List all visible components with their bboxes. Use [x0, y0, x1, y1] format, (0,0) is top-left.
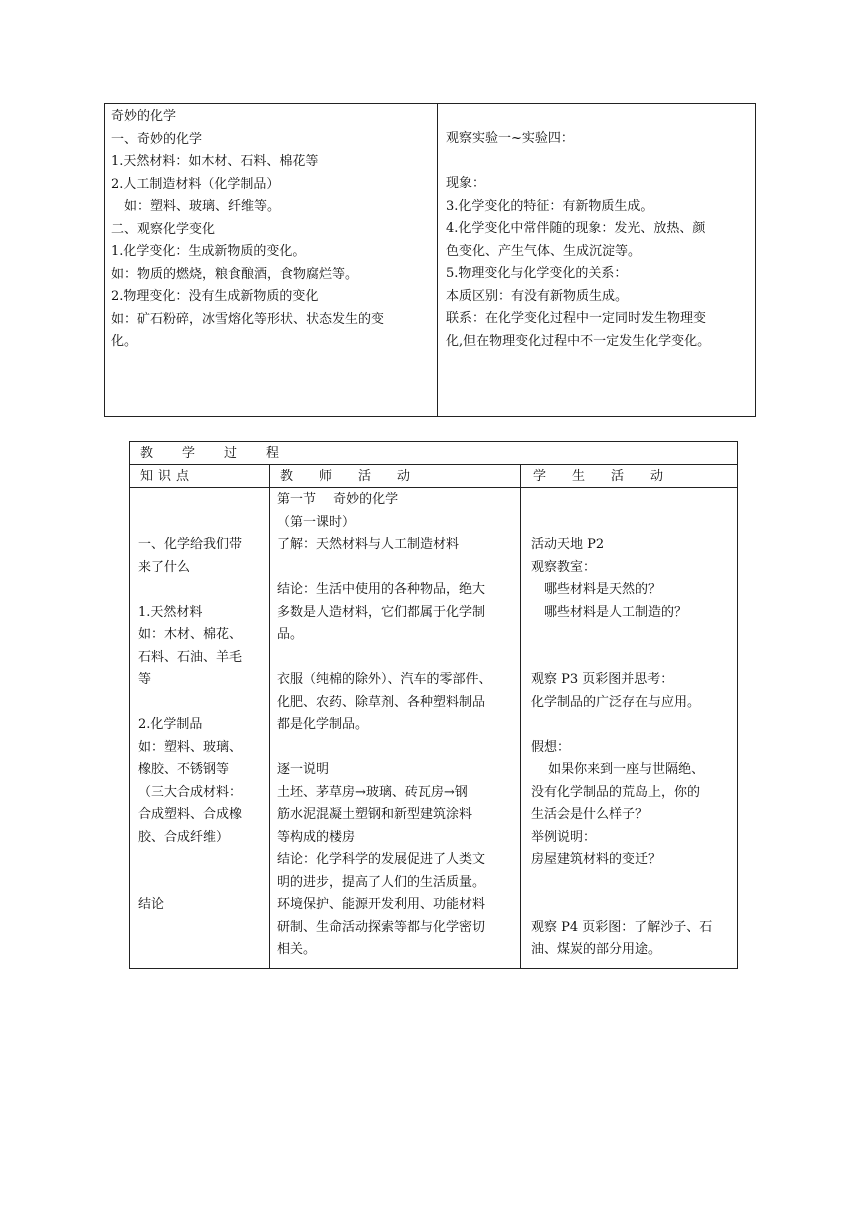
text-line: 等构成的楼房 [277, 829, 356, 845]
text-line: 2.化学制品 [138, 717, 203, 732]
table-header-row [130, 465, 737, 488]
text-line: 逐一说明 [277, 762, 330, 777]
text-line: 观察实验一~实验四： [446, 131, 574, 146]
text-line: 5.物理变化与化学变化的关系： [446, 266, 628, 281]
text-line: 二、观察化学变化 [111, 221, 216, 237]
text-line: 研制、生命活动探索等都与化学密切 [277, 919, 486, 935]
text-line: 1.天然材料：如木材、石料、棉花等 [111, 154, 319, 169]
text-line: 4.化学变化中常伴随的现象：发光、放热、颜 [446, 221, 706, 236]
text-line: 多数是人造材料，它们都属于化学制 [277, 604, 486, 620]
text-line: 哪些材料是天然的？ [531, 582, 662, 597]
text-line [277, 737, 520, 760]
teacher-activity-column [270, 489, 520, 968]
text-line: 品。 [277, 627, 304, 642]
teaching-process-table [129, 441, 738, 969]
text-line: 本质区别：有没有新物质生成。 [446, 288, 629, 304]
header-knowledge-points: 知识点 [140, 469, 195, 484]
text-line [531, 714, 737, 737]
text-line: 化肥、农药、除草剂、各种塑料制品 [277, 694, 486, 710]
table-title: 教学过程 [140, 446, 309, 461]
text-line: 现象： [446, 176, 486, 191]
text-line: 胶、合成纤维） [138, 829, 230, 845]
text-line: 石料、石油、羊毛 [138, 649, 243, 665]
text-line: 明的进步，提高了人们的生活质量。 [277, 874, 486, 890]
text-line [531, 894, 737, 917]
text-line [138, 489, 269, 512]
text-line: 如：塑料、玻璃、 [138, 739, 243, 755]
text-line: 如：矿石粉碎，冰雪熔化等形状、状态发生的变 [111, 311, 385, 327]
text-line [277, 557, 520, 580]
text-line: 哪些材料是人工制造的？ [531, 604, 688, 620]
summary-right-cell [438, 104, 755, 416]
text-line: 举例说明： [531, 829, 597, 845]
text-line [138, 579, 269, 602]
text-line [531, 512, 737, 535]
header-student-activity: 学生活动 [533, 469, 690, 484]
text-line: 化,但在物理变化过程中不一定发生化学变化。 [446, 333, 711, 349]
text-line: 化。 [111, 334, 138, 349]
knowledge-points-column [130, 489, 269, 968]
text-line: 都是化学制品。 [277, 717, 369, 732]
header-teacher-activity: 教师活动 [280, 469, 437, 484]
text-line [138, 849, 269, 872]
text-line: 联系：在化学变化过程中一定同时发生物理变 [446, 311, 707, 326]
text-line: 1.化学变化：生成新物质的变化。 [111, 244, 306, 259]
text-line: 奇妙的化学 [111, 109, 177, 124]
text-line [531, 624, 737, 647]
text-line: 合成塑料、合成橡 [138, 807, 243, 822]
text-line: 橡胶、不锈钢等 [138, 762, 230, 777]
text-line: 色变化、产生气体、生成沉淀等。 [446, 243, 642, 259]
text-line: 第一节 奇妙的化学 [277, 492, 399, 507]
text-line: 1.天然材料 [138, 604, 203, 620]
text-line: 3.化学变化的特征：有新物质生成。 [446, 198, 654, 214]
text-line: 如：物质的燃烧，粮食酿酒，食物腐烂等。 [111, 266, 359, 282]
text-line: 筋水泥混凝土塑钢和新型建筑涂料 [277, 807, 473, 822]
text-line: 房屋建筑材料的变迁？ [531, 852, 662, 867]
text-line: 相关。 [277, 942, 317, 957]
text-line: 结论：生活中使用的各种物品，绝大 [277, 582, 486, 597]
text-line: 如果你来到一座与世隔绝、 [531, 762, 705, 777]
student-activity-column [521, 489, 737, 968]
text-line [531, 647, 737, 670]
text-line: 来了什么 [138, 559, 191, 575]
text-line: 结论：化学科学的发展促进了人类文 [277, 852, 486, 867]
text-line: 一、化学给我们带 [138, 537, 243, 552]
text-line: 生活会是什么样子？ [531, 807, 649, 822]
text-line: 结论 [138, 897, 165, 912]
text-line: 化学制品的广泛存在与应用。 [531, 694, 701, 710]
text-line: 活动天地 P2 [531, 537, 605, 552]
text-line: 观察 P4 页彩图：了解沙子、石 [531, 919, 713, 935]
text-line [138, 512, 269, 535]
table-title-row [130, 442, 737, 465]
text-line: 油、煤炭的部分用途。 [531, 942, 662, 957]
text-line: 等 [138, 672, 152, 687]
text-line: 土坯、茅草房→玻璃、砖瓦房→钢 [277, 784, 468, 800]
text-line: 假想： [531, 739, 571, 755]
text-line: 如：木材、棉花、 [138, 627, 243, 642]
text-line: 2.物理变化：没有生成新物质的变化 [111, 289, 319, 304]
text-line: （三大合成材料： [138, 784, 243, 800]
text-line: 2.人工制造材料（化学制品） [111, 176, 280, 192]
text-line [277, 647, 520, 670]
text-line: 一、奇妙的化学 [111, 131, 203, 147]
text-line [446, 151, 755, 174]
text-line: 观察教室： [531, 559, 597, 575]
text-line: （第一课时） [277, 514, 356, 530]
text-line [531, 489, 737, 512]
text-line [531, 872, 737, 895]
text-line: 如：塑料、玻璃、纤维等。 [111, 199, 281, 214]
text-line [138, 872, 269, 895]
text-line: 环境保护、能源开发利用、功能材料 [277, 897, 486, 912]
text-line: 观察 P3 页彩图并思考： [531, 672, 674, 687]
summary-left-cell [105, 104, 438, 416]
text-line: 了解：天然材料与人工制造材料 [277, 537, 460, 552]
text-line [138, 692, 269, 715]
summary-table [104, 103, 756, 417]
text-line: 没有化学制品的荒岛上，你的 [531, 784, 701, 800]
text-line: 衣服（纯棉的除外）、汽车的零部件、 [277, 672, 492, 687]
